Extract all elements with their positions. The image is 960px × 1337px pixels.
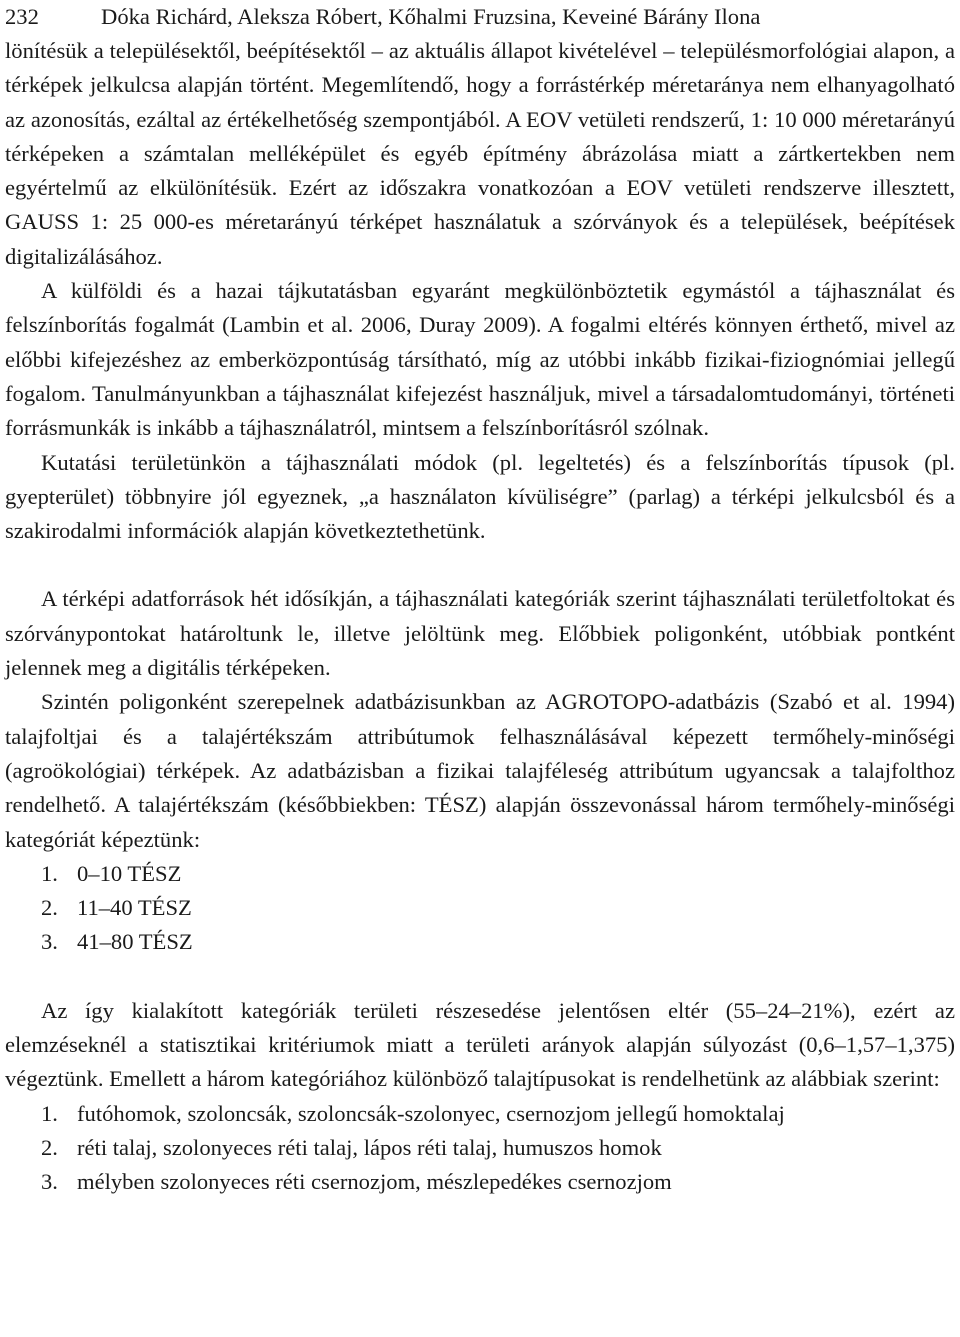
list-item — [41, 1165, 955, 1199]
list-number: 3. — [41, 929, 58, 955]
section-gap — [5, 960, 955, 994]
paragraph: Az így kialakított kategóriák területi részesedése jelentősen eltér (55–24–21%), ezért az elemzéseknél a statisztikai kritériumok miatt a területi arányok alapján súlyozást (0,6–1,57–1,375) végeztünk. Emellett a három kategóriához különböző talajtípusokat is rendelhetünk az alábbiak szerint: — [5, 997, 955, 1092]
page-number: 232 — [5, 4, 39, 29]
list-text: réti talaj, szolonyeces réti talaj, lápos réti talaj, humuszos homok — [77, 1134, 662, 1160]
running-header — [5, 0, 955, 34]
paragraph: Szintén poligonként szerepelnek adatbázisunkban az AGROTOPO-adatbázis (Szabó et al. 1994) talajfoltjai és a talajértékszám attribútumok felhasználásával képezett termőhely-minőségi (agroökológiai) térképek. Az adatbázisban a fizikai talajféleség attribútum ugyancsak a talajfolthoz rendelhető. A talajértékszám (későbbiekben: TÉSZ) alapján összevonással három termőhely-minőségi kategóriát képeztünk: — [5, 689, 955, 852]
list-text: 0–10 TÉSZ — [77, 860, 182, 886]
paragraph: A külföldi és a hazai tájkutatásban egyaránt megkülönböztetik egymástól a tájhasználat és felszínborítás fogalmát (Lambin et al. 2006, Duray 2009). A fogalmi eltérés könnyen érthető, mivel az előbbi kifejezéshez az emberközpontúság társítható, míg az utóbbi inkább fizikai-fiziognómiai jellegű fogalom. Tanulmányunkban a tájhasználat kifejezést használjuk, mivel a társadalomtudományi, történeti forrásmunkák is inkább a tájhasználatról, mintsem a felszínborításról szólnak. — [5, 278, 955, 441]
list-number: 1. — [41, 860, 58, 886]
list-item — [41, 891, 955, 925]
list-number: 2. — [41, 1134, 58, 1160]
paragraph: lönítésük a településektől, beépítésektől – az aktuális állapot kivételével – településmorfológiai alapon, a térképek jelkulcsa alapján történt. Megemlítendő, hogy a forrástérkép méretaránya nem elhanyagolható az azonosítás, ezáltal az értékelhetőség szempontjából. A EOV vetületi rendszerű, 1: 10 000 méretarányú térképeken a számtalan melléképület és egyéb építmény ábrázolása miatt a zártkertekben nem egyértelmű az elkülönítésük. Ezért az időszakra vonatkozóan a EOV vetületi rendszerve illesztett, GAUSS 1: 25 000-es méretarányú térképet használatuk a szórványok és a települések, beépítések digitalizálásához. — [5, 38, 955, 269]
list-number: 1. — [41, 1100, 58, 1126]
soil-type-list — [5, 1097, 955, 1200]
paragraph: Kutatási területünkön a tájhasználati módok (pl. legeltetés) és a felszínborítás típusok (pl. gyepterület) többnyire jól egyeznek, „a használaton kívüliségre” (parlag) a térképi jelkulcsból és a szakirodalmi információk alapján következtethetünk. — [5, 449, 955, 544]
document-page — [5, 0, 955, 1200]
list-item — [41, 1131, 955, 1165]
section-gap — [5, 548, 955, 582]
list-number: 3. — [41, 1169, 58, 1195]
paragraph: A térképi adatforrások hét idősíkján, a tájhasználati kategóriák szerint tájhasználati területfoltokat és szórványpontokat határoltunk le, illetve jelöltünk meg. Előbbiek poligonként, utóbbiak pontként jelennek meg a digitális térképeken. — [5, 586, 955, 681]
list-item — [41, 925, 955, 959]
list-text: 41–80 TÉSZ — [77, 929, 193, 955]
list-item — [41, 857, 955, 891]
header-authors: Dóka Richárd, Aleksza Róbert, Kőhalmi Fruzsina, Keveiné Bárány Ilona — [101, 4, 761, 29]
list-text: mélyben szolonyeces réti csernozjom, mészlepedékes csernozjom — [77, 1169, 672, 1195]
category-list — [5, 857, 955, 960]
list-text: futóhomok, szoloncsák, szoloncsák-szolonyec, csernozjom jellegű homoktalaj — [77, 1100, 785, 1126]
list-text: 11–40 TÉSZ — [77, 895, 192, 921]
list-item — [41, 1097, 955, 1131]
list-number: 2. — [41, 895, 58, 921]
